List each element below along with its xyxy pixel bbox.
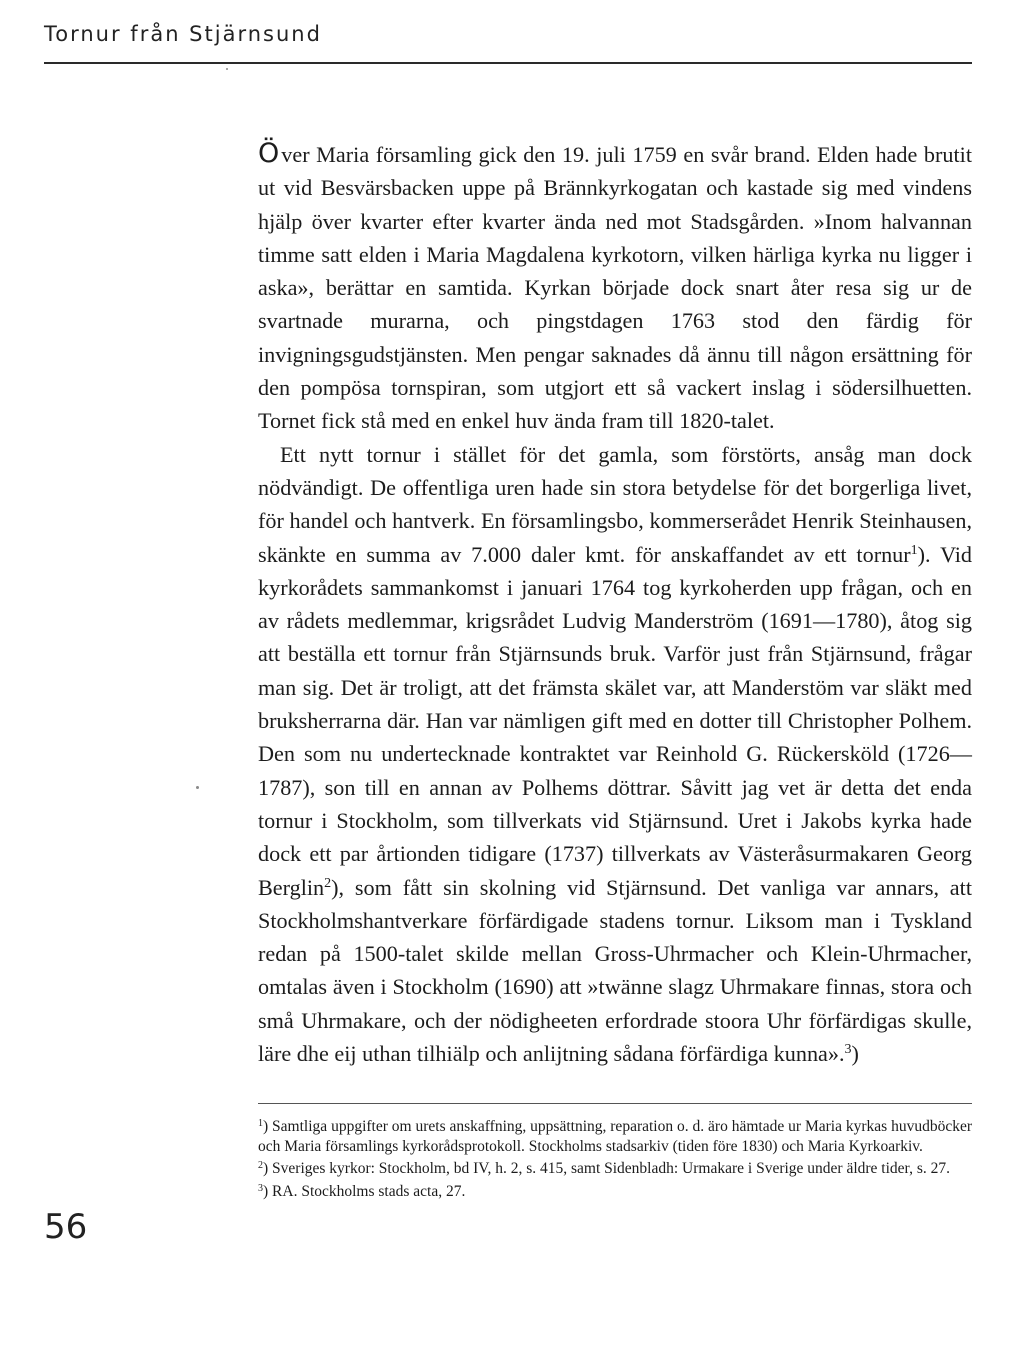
footnote-ref-3[interactable]: 3 [844, 1042, 852, 1058]
footnote-3 [258, 1182, 972, 1202]
page-number: 56 [44, 1207, 88, 1247]
footnote-marker: 2 [258, 1160, 263, 1172]
footnote-text: ) RA. Stockholms stads acta, 27. [263, 1182, 466, 1200]
footnote-text: ) Samtliga uppgifter om urets anskaffning, uppsättning, reparation o. d. äro hämtade ur Maria kyrkas huvudböcker och Maria församlings kyrkorådsprotokoll. Stockholms stadsarkiv (tiden före 1830) och Maria Kyrkoarkiv. [258, 1118, 972, 1156]
paragraph-1-text: ver Maria församling gick den 19. juli 1759 en svår brand. Elden hade brutit ut vid Besvärsbacken uppe på Brännkyrkogatan och kastade sig med vindens hjälp över kvarter efter kvarter ända ned mot Stadsgården. »Inom halvannan timme satt elden i Maria Magdalena kyrkotorn, vilken härliga kyrka nu ligger i aska», berättar en samtida. Kyrkan började dock snart åter resa sig ur de svartnade murarna, och pingstdagen 1763 stod den färdig för invigningsgudstjänsten. Men pengar saknades då ännu till någon ersättning för den pompösa tornspiran, som utgjort ett så vackert inslag i södersilhuetten. Tornet fick stå med en enkel huv ända fram till 1820-talet. [258, 142, 972, 434]
footnote-rule [258, 1103, 972, 1104]
print-speck [196, 786, 199, 789]
paragraph-1 [258, 138, 972, 438]
header-rule [44, 62, 972, 64]
paragraph-2 [258, 438, 972, 1071]
paragraph-2-text-a: Ett nytt tornur i stället för det gamla, som förstörts, ansåg man dock nödvändigt. De offentliga uren hade sin stora betydelse för det borgerliga livet, för handel och hantverk. En församlingsbo, kommerserådet Henrik Steinhausen, skänkte en summa av 7.000 daler kmt. för anskaffandet av ett tornur [258, 441, 972, 567]
footnote-marker: 1 [258, 1118, 263, 1129]
running-title: Tornur från Stjärnsund [44, 22, 322, 46]
footnotes [258, 1117, 972, 1204]
footnote-1 [258, 1117, 972, 1157]
paragraph-2-text-c: ), som fått sin skolning vid Stjärnsund. Det vanliga var annars, att Stockholmshantverkare förfärdigade stadens tornur. Liksom man i Tyskland redan på 1500-talet skilde mellan Gross-Uhrmacher och Klein-Uhrmacher, omtalas även i Stockholm (1690) att »twänne slagz Uhrmakare finnas, stora och små Uhrmakare, och der nödigheeten erfordrade stoora Uhr förfärdigas skulle, läre dhe eij uthan tilhiälp och anlijtning sådana förfärdiga kunna». [258, 874, 972, 1067]
footnote-ref-1[interactable]: 1 [910, 542, 918, 558]
paragraph-2-text-d: ) [851, 1041, 859, 1067]
paragraph-2-text-b: ). Vid kyrkorådets sammankomst i januari 1764 tog kyrkoherden upp frågan, och en av rådets medlemmar, krigsrådet Ludvig Manderström (1691—1780), åtog sig att beställa ett tornur från Stjärnsunds bruk. Varför just från Stjärnsund, frågar man sig. Det är troligt, att det främsta skälet var, att Manderstöm var släkt med bruksherrarna där. Han var nämligen gift med en dotter till Christopher Polhem. Den som nu undertecknade kontraktet var Reinhold G. Rückersköld (1726—1787), son till en annan av Polhems döttrar. Såvitt jag vet är detta det enda tornur i Stockholm, som tillverkats vid Stjärnsund. Uret i Jakobs kyrka hade dock ett par årtionden tidigare (1737) tillverkats av Västeråsurmakaren Georg Berglin [258, 541, 973, 900]
main-text [258, 138, 972, 1070]
footnote-ref-2[interactable]: 2 [324, 875, 332, 891]
footnote-marker: 3 [258, 1182, 263, 1194]
footnote-text: ) Sveriges kyrkor: Stockholm, bd IV, h. 2, s. 415, samt Sidenbladh: Urmakare i Sverige under äldre tider, s. 27. [263, 1160, 951, 1178]
footnote-2 [258, 1159, 972, 1179]
drop-cap: Ö [258, 138, 280, 169]
print-speck [226, 68, 228, 70]
